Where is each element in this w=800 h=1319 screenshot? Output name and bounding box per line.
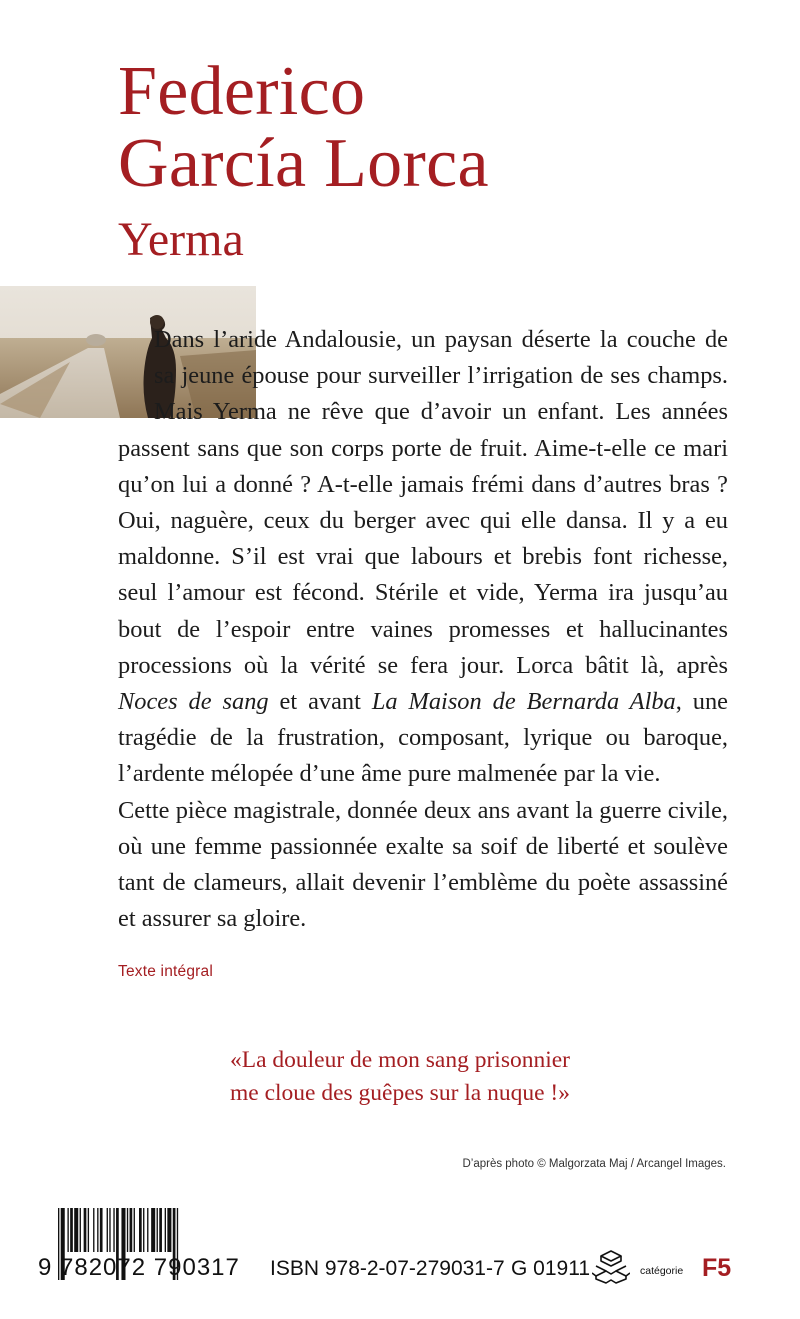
quote-line-2: me cloue des guêpes sur la nuque !» (230, 1080, 570, 1106)
author-name (118, 53, 489, 202)
author-line-1: Federico (118, 53, 366, 130)
blurb-text: Dans l’aride Andalousie, un paysan déserte la couche de sa jeune épouse pour surveiller l’irrigation de ses champs. Mais Yerma ne rêve que d’avoir un enfant. Les années passent sans que son corps porte de fruit. Aime-t-elle ce mari qu’on lui a donné ? A-t-elle jamais frémi dans d’autres bras ? Oui, naguère, ceux du berger avec qui elle dansa. Il y a eu maldonne. S’il est vrai que labours et brebis font richesse, seul l’amour est fécond. Stérile et vide, Yerma ira jusqu’au bout de l’espoir entre vaines promesses et hallucinantes processions où la vérité se fera jour. Lorca bâtit là, après (118, 326, 728, 679)
photo-credit: D’après photo © Malgorzata Maj / Arcangel Images. (462, 1158, 726, 1170)
category-code: F5 (702, 1254, 732, 1282)
work-title-noces: Noces de sang (118, 688, 269, 716)
book-title: Yerma (118, 213, 244, 266)
photo-wrap-spacer (0, 322, 154, 430)
barcode-bar (84, 1208, 87, 1252)
barcode-bar (151, 1208, 155, 1252)
book-stack-icon (592, 1248, 630, 1284)
blurb-paragraph-2: Cette pièce magistrale, donnée deux ans avant la guerre civile, où une femme passionnée exalte sa soif de liberté et soulève tant de clameurs, allait devenir l’emblème du poète assassiné et assurer sa gloire. (118, 796, 728, 933)
barcode-bar (167, 1208, 171, 1252)
barcode-bar (67, 1208, 68, 1252)
barcode-bar (157, 1208, 158, 1252)
barcode-bar (147, 1208, 148, 1252)
barcode-bar (88, 1208, 89, 1252)
barcode-bar (97, 1208, 98, 1252)
barcode-bar (107, 1208, 108, 1252)
g-code: G 01911 (511, 1257, 591, 1280)
publisher-logo (592, 1248, 630, 1284)
barcode-bar (70, 1208, 73, 1252)
barcode-bar (74, 1208, 78, 1252)
isbn-number: ISBN 978-2-07-279031-7 (270, 1257, 505, 1280)
barcode-bar (93, 1208, 94, 1252)
barcode-digits: 9 782072 790317 (38, 1254, 240, 1281)
barcode-bar (113, 1208, 114, 1252)
barcode-bar (143, 1208, 144, 1252)
texte-integral-label: Texte intégral (118, 963, 213, 980)
barcode-bar (100, 1208, 103, 1252)
pull-quote (0, 1044, 800, 1110)
work-title-bernarda: La Maison de Bernarda Alba (371, 688, 676, 716)
barcode-bar (80, 1208, 81, 1252)
quote-line-1: «La douleur de mon sang prisonnier (229, 1047, 570, 1073)
back-cover-blurb (118, 322, 728, 937)
barcode-bar (130, 1208, 133, 1252)
blurb-text: , une tragédie de la frustration, composant, lyrique ou baroque, l’ardente mélopée d’une âme pure malmenée par la vie. (118, 688, 729, 788)
barcode-bar (159, 1208, 162, 1252)
author-line-2: García Lorca (118, 125, 489, 202)
barcode-bar (139, 1208, 142, 1252)
barcode-bar (109, 1208, 110, 1252)
blurb-text: et avant (268, 688, 372, 716)
category-label: catégorie (640, 1265, 684, 1277)
blurb-paragraph-1 (118, 322, 728, 793)
barcode-bar (127, 1208, 128, 1252)
barcode-bar (134, 1208, 135, 1252)
barcode-bar (165, 1208, 166, 1252)
